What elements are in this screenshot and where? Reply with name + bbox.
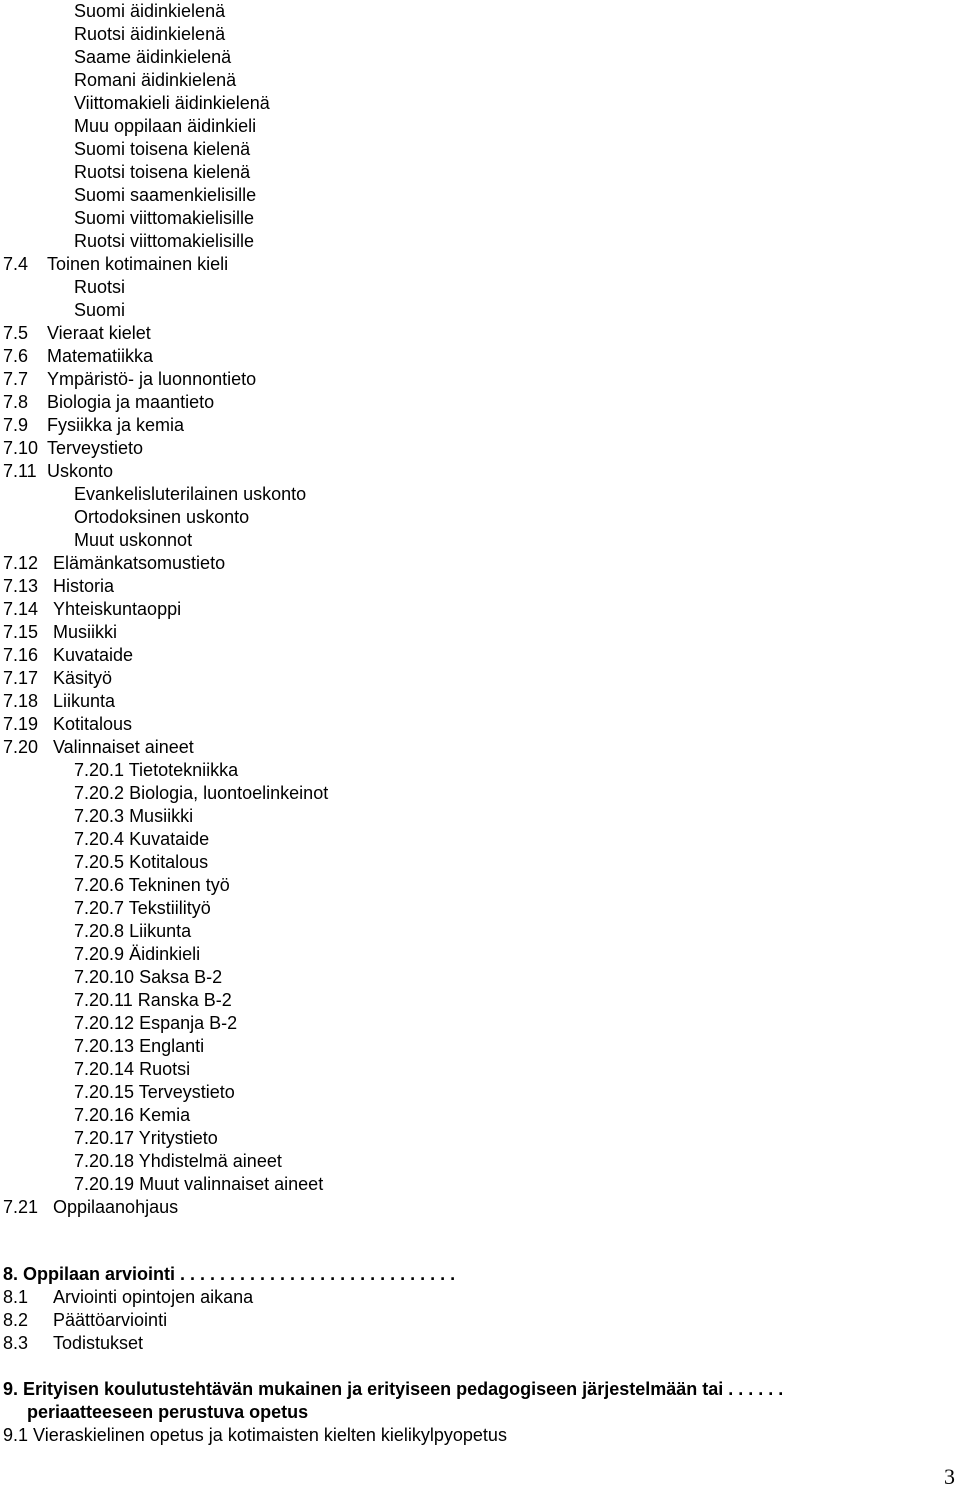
- toc-entry-title: 9. Erityisen koulutustehtävän mukainen ja erityiseen pedagogiseen järjestelmään tai . . . . . .: [3, 1379, 784, 1399]
- toc-entry-title: Saame äidinkielenä: [74, 47, 232, 67]
- toc-entry: [74, 1127, 218, 1149]
- toc-entry-title: Vieraat kielet: [47, 323, 151, 343]
- toc-entry-title: Suomi äidinkielenä: [74, 1, 226, 21]
- toc-entry: [3, 368, 256, 390]
- toc-entry: [74, 805, 193, 827]
- toc-entry-number: 7.10: [3, 438, 39, 458]
- toc-entry-number: 7.12: [3, 553, 39, 573]
- toc-entry-title: 8. Oppilaan arviointi . . . . . . . . . . . . . . . . . . . . . . . . . . . .: [3, 1264, 456, 1284]
- toc-entry: [3, 1309, 167, 1331]
- toc-entry-number: 7.11: [3, 461, 37, 481]
- toc-entry-number: 8.2: [3, 1310, 29, 1330]
- toc-entry-title: Evankelisluterilainen uskonto: [74, 484, 307, 504]
- toc-entry-number: 7.20.5: [74, 852, 125, 872]
- toc-entry-title: Muut valinnaiset aineet: [139, 1174, 324, 1194]
- toc-entry-title: Terveystieto: [138, 1082, 235, 1102]
- toc-entry-title: Ympäristö- ja luonnontieto: [47, 369, 257, 389]
- toc-entry-number: 7.20.11: [74, 990, 133, 1010]
- toc-entry: [3, 598, 181, 620]
- toc-entry-title: Tekstiilityö: [128, 898, 211, 918]
- toc-entry-title: Tekninen työ: [128, 875, 230, 895]
- toc-entry: [74, 1058, 190, 1080]
- toc-entry-number: 7.20.2: [74, 783, 125, 803]
- toc-entry: [3, 621, 117, 643]
- toc-entry: [3, 253, 228, 275]
- toc-entry-number: 7.20.19: [74, 1174, 135, 1194]
- toc-entry: [3, 1263, 455, 1285]
- toc-entry-title: Uskonto: [47, 461, 114, 481]
- toc-entry: [3, 345, 153, 367]
- toc-entry: [74, 207, 254, 229]
- toc-entry-title: Fysiikka ja kemia: [47, 415, 185, 435]
- toc-entry-title: Arviointi opintojen aikana: [53, 1287, 254, 1307]
- toc-entry: [74, 46, 231, 68]
- toc-entry: [74, 920, 191, 942]
- toc-entry-title: Kuvataide: [129, 829, 210, 849]
- toc-entry-title: Kemia: [139, 1105, 191, 1125]
- toc-entry-number: 7.20.3: [74, 806, 125, 826]
- page-number: 3: [944, 1464, 955, 1489]
- toc-entry: [74, 69, 236, 91]
- toc-entry-title: Suomi toisena kielenä: [74, 139, 251, 159]
- toc-entry: [74, 897, 211, 919]
- toc-entry-title: Suomi: [74, 300, 126, 320]
- toc-entry: [74, 1150, 282, 1172]
- toc-entry: [3, 713, 132, 735]
- toc-entry-title: 9.1 Vieraskielinen opetus ja kotimaisten kielten kielikylpyopetus: [3, 1425, 507, 1445]
- toc-entry-number: 7.9: [3, 415, 29, 435]
- toc-entry-title: Ruotsi äidinkielenä: [74, 24, 226, 44]
- toc-entry: [74, 161, 250, 183]
- toc-entry-title: Biologia, luontoelinkeinot: [129, 783, 329, 803]
- toc-entry-number: 7.20.15: [74, 1082, 135, 1102]
- toc-entry: [74, 483, 306, 505]
- toc-entry: [74, 989, 232, 1011]
- toc-entry-number: 7.13: [3, 576, 39, 596]
- toc-entry: [74, 1035, 204, 1057]
- toc-entry: [3, 552, 225, 574]
- toc-entry-title: Liikunta: [129, 921, 192, 941]
- toc-entry-title: Ruotsi toisena kielenä: [74, 162, 251, 182]
- toc-entry: [74, 529, 192, 551]
- toc-entry-number: 7.6: [3, 346, 29, 366]
- toc-entry-number: 7.20.6: [74, 875, 125, 895]
- toc-entry-number: 7.19: [3, 714, 39, 734]
- toc-entry-title: Historia: [53, 576, 115, 596]
- toc-entry-title: Toinen kotimainen kieli: [47, 254, 229, 274]
- toc-entry: [74, 1012, 237, 1034]
- toc-entry-number: 7.20.10: [74, 967, 135, 987]
- toc-entry-number: 7.5: [3, 323, 29, 343]
- toc-entry-title: Elämänkatsomustieto: [53, 553, 226, 573]
- toc-entry: [3, 1332, 143, 1354]
- toc-entry-title: Päättöarviointi: [53, 1310, 168, 1330]
- toc-entry-title: Kuvataide: [53, 645, 134, 665]
- toc-entry-title: Muu oppilaan äidinkieli: [74, 116, 257, 136]
- toc-entry-title: Musiikki: [129, 806, 194, 826]
- toc-entry-number: 7.14: [3, 599, 39, 619]
- toc-entry: [74, 943, 200, 965]
- toc-entry-title: Liikunta: [53, 691, 116, 711]
- toc-entry-number: 7.18: [3, 691, 39, 711]
- toc-entry-title: Muut uskonnot: [74, 530, 193, 550]
- toc-entry-title: Biologia ja maantieto: [47, 392, 215, 412]
- toc-entry-title: Todistukset: [53, 1333, 144, 1353]
- toc-entry-title: Yhdistelmä aineet: [138, 1151, 282, 1171]
- toc-entry: [27, 1401, 308, 1423]
- toc-entry-number: 7.8: [3, 392, 29, 412]
- toc-entry: [74, 782, 328, 804]
- toc-entry: [74, 1173, 323, 1195]
- toc-entry-number: 7.20.14: [74, 1059, 135, 1079]
- toc-entry-title: Ruotsi: [139, 1059, 191, 1079]
- toc-entry-title: Romani äidinkielenä: [74, 70, 237, 90]
- toc-entry-number: 7.16: [3, 645, 39, 665]
- toc-entry-number: 7.15: [3, 622, 39, 642]
- toc-entry: [74, 1104, 190, 1126]
- toc-entry-title: Äidinkieli: [129, 944, 201, 964]
- toc-entry: [74, 966, 222, 988]
- toc-entry: [3, 414, 184, 436]
- toc-entry-number: 7.20.12: [74, 1013, 135, 1033]
- toc-entry: [3, 575, 114, 597]
- toc-entry-number: 7.7: [3, 369, 29, 389]
- toc-entry: [3, 736, 194, 758]
- toc-entry: [3, 322, 151, 344]
- toc-entry: [74, 851, 208, 873]
- toc-entry-title: Oppilaanohjaus: [53, 1197, 179, 1217]
- toc-entry-number: 7.20.1: [74, 760, 125, 780]
- toc-entry-number: 7.20.7: [74, 898, 125, 918]
- toc-entry-title: Englanti: [139, 1036, 205, 1056]
- toc-entry-title: periaatteeseen perustuva opetus: [27, 1402, 309, 1422]
- toc-entry-title: Ruotsi: [74, 277, 126, 297]
- toc-entry-title: Suomi saamenkielisille: [74, 185, 257, 205]
- toc-entry-number: 7.20.18: [74, 1151, 135, 1171]
- toc-entry-number: 7.20.4: [74, 829, 125, 849]
- toc-entry: [74, 276, 125, 298]
- toc-entry: [3, 391, 214, 413]
- toc-entry-title: Espanja B-2: [139, 1013, 238, 1033]
- toc-entry: [3, 1378, 783, 1400]
- toc-entry-title: Suomi viittomakielisille: [74, 208, 255, 228]
- toc-entry-number: 7.17: [3, 668, 39, 688]
- toc-entry-title: Käsityö: [53, 668, 113, 688]
- toc-entry: [74, 759, 238, 781]
- toc-entry-title: Viittomakieli äidinkielenä: [74, 93, 270, 113]
- toc-entry-number: 7.20.17: [74, 1128, 135, 1148]
- toc-entry: [74, 1081, 235, 1103]
- toc-entry-title: Yhteiskuntaoppi: [53, 599, 182, 619]
- toc-entry: [74, 506, 249, 528]
- toc-entry: [74, 138, 250, 160]
- toc-entry: [74, 23, 225, 45]
- toc-entry-number: 7.20: [3, 737, 39, 757]
- toc-entry: [74, 299, 125, 321]
- toc-entry-number: 7.20.13: [74, 1036, 135, 1056]
- toc-entry-number: 8.1: [3, 1287, 29, 1307]
- toc-entry: [3, 1286, 253, 1308]
- toc-entry: [74, 828, 209, 850]
- toc-entry: [3, 1424, 507, 1446]
- toc-entry: [74, 184, 256, 206]
- toc-entry: [74, 92, 270, 114]
- toc-entry: [3, 667, 112, 689]
- toc-entry: [3, 644, 133, 666]
- toc-entry-title: Terveystieto: [47, 438, 144, 458]
- toc-entry-title: Musiikki: [53, 622, 118, 642]
- toc-entry-number: 8.3: [3, 1333, 29, 1353]
- toc-entry-number: 7.4: [3, 254, 29, 274]
- toc-entry: [3, 460, 113, 482]
- toc-entry-title: Saksa B-2: [139, 967, 223, 987]
- toc-entry: [3, 1196, 178, 1218]
- toc-entry-title: Kotitalous: [129, 852, 209, 872]
- toc-entry-title: Matematiikka: [47, 346, 154, 366]
- toc-entry-title: Yritystieto: [138, 1128, 218, 1148]
- toc-entry: [74, 0, 225, 22]
- toc-entry-title: Valinnaiset aineet: [53, 737, 194, 757]
- toc-entry-title: Tietotekniikka: [128, 760, 239, 780]
- toc-entry-title: Ranska B-2: [137, 990, 232, 1010]
- toc-entry: [3, 690, 115, 712]
- toc-entry-number: 7.20.16: [74, 1105, 135, 1125]
- toc-entry: [74, 115, 256, 137]
- toc-entry: [3, 437, 143, 459]
- toc-entry-title: Kotitalous: [53, 714, 133, 734]
- toc-entry-title: Ortodoksinen uskonto: [74, 507, 250, 527]
- toc-entry-title: Ruotsi viittomakielisille: [74, 231, 255, 251]
- toc-entry-number: 7.20.8: [74, 921, 125, 941]
- toc-entry-number: 7.21: [3, 1197, 39, 1217]
- toc-entry: [74, 230, 254, 252]
- toc-entry-number: 7.20.9: [74, 944, 125, 964]
- toc-entry: [74, 874, 230, 896]
